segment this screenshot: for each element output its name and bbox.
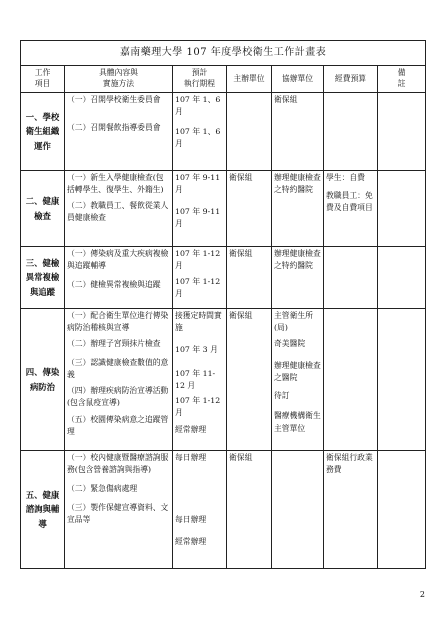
table-row — [21, 451, 426, 569]
schedule-item: 107 年 1-12 月 — [175, 277, 221, 299]
content-item: （二）教職員工、餐飲從業人員健康檢查 — [67, 201, 169, 223]
budget-cell — [324, 247, 378, 309]
header-row — [21, 66, 426, 93]
content-item: （二）召開餐飲指導委員會 — [67, 123, 161, 133]
content-item: （五）校園傳染病意之追蹤管理 — [67, 414, 169, 436]
co-unit-cell — [272, 451, 324, 569]
schedule-item: 每日辦理 — [175, 453, 207, 462]
header-schedule: 預計 執行期程 — [173, 66, 227, 93]
remark-cell — [378, 309, 426, 451]
schedule-cell — [173, 171, 227, 247]
category-cell: 二、健康檢查 — [21, 171, 65, 247]
table-title: 嘉南藥理大學 107 年度學校衛生工作計畫表 — [21, 41, 426, 66]
lead-unit-cell: 衛保組 — [227, 309, 272, 451]
category-cell: 五、健康諮詢與輔導 — [21, 451, 65, 569]
schedule-item: 每日辦理 — [175, 515, 207, 525]
budget-cell — [324, 309, 378, 451]
schedule-item: 經常辦理 — [175, 537, 207, 547]
schedule-item: 107 年 1-12 月 — [175, 396, 221, 418]
content-item: （二）辦理子宮頸抹片檢查 — [67, 339, 161, 349]
content-item: （三）製作保健宣導資料、文宣品等 — [67, 503, 169, 525]
schedule-item: 107 年 9-11 月 — [175, 173, 221, 195]
remark-cell — [378, 451, 426, 569]
schedule-item: 經常辦理 — [175, 424, 207, 434]
header-co-unit: 協辦單位 — [272, 66, 324, 93]
content-item: （三）認識健康檢查數值的意義 — [67, 358, 169, 380]
budget-cell: 衛保組行政業務費 — [324, 451, 378, 569]
content-cell — [65, 93, 173, 171]
category-cell: 一、學校衛生組織運作 — [21, 93, 65, 171]
category-cell: 四、傳染病防治 — [21, 309, 65, 451]
lead-unit-cell: 衛保組 — [227, 171, 272, 247]
schedule-item: 107 年 9-11 月 — [175, 207, 221, 229]
content-cell — [65, 309, 173, 451]
schedule-item: 接獲定時間實施 — [175, 311, 222, 333]
table-row — [21, 247, 426, 309]
table-row — [21, 309, 426, 451]
table-row — [21, 171, 426, 247]
content-cell — [65, 171, 173, 247]
schedule-cell — [173, 93, 227, 171]
schedule-item: 107 年 3 月 — [175, 345, 218, 355]
health-work-plan-table — [20, 40, 426, 569]
category-cell: 三、健檢異常複檢與追蹤 — [21, 247, 65, 309]
budget-cell: 學生：自費 教職員工：免費及自費項目 — [324, 171, 378, 247]
co-unit-cell: 主管衛生所(局) 奇美醫院 辦理健康檢查之醫院 待訂 醫療機構衛生主管單位 — [272, 309, 324, 451]
header-content: 具體內容與 實施方法 — [65, 66, 173, 93]
header-lead-unit: 主辦單位 — [227, 66, 272, 93]
content-item: （二）健檢異常複檢與追蹤 — [67, 280, 161, 290]
content-item: （一）傳染病及重大疾病複檢與追蹤輔導 — [67, 249, 169, 271]
schedule-cell — [173, 309, 227, 451]
content-item: （一）新生入學健康檢查(包括轉學生、復學生、外籍生) — [67, 173, 164, 195]
header-budget: 經費預算 — [324, 66, 378, 93]
lead-unit-cell: 衛保組 — [227, 451, 272, 569]
schedule-item: 107 年 11-12 月 — [175, 369, 216, 391]
content-cell — [65, 451, 173, 569]
schedule-cell — [173, 247, 227, 309]
remark-cell — [378, 247, 426, 309]
content-cell — [65, 247, 173, 309]
lead-unit-cell — [227, 93, 272, 171]
schedule-item: 107 年 1、6 月 — [175, 95, 221, 117]
schedule-item: 107 年 1-12 月 — [175, 249, 221, 271]
content-item: （二）緊急傷病處理 — [67, 484, 138, 494]
header-category: 工作 項目 — [21, 66, 65, 93]
content-item: （一）配合衛生單位進行傳染病防治稽核與宣導 — [67, 311, 169, 333]
content-item: （一）召開學校衛生委員會 — [67, 95, 161, 104]
co-unit-cell: 辦理健康檢查之特約醫院 — [272, 171, 324, 247]
page-number: 2 — [419, 590, 425, 599]
schedule-item: 107 年 1、6 月 — [175, 127, 221, 149]
remark-cell — [378, 171, 426, 247]
table-row — [21, 93, 426, 171]
schedule-cell — [173, 451, 227, 569]
remark-cell — [378, 93, 426, 171]
co-unit-cell: 辦理健康檢查之特約醫院 — [272, 247, 324, 309]
content-item: （一）校內健康暨醫療諮詢服務(包含營養諮詢與指導) — [67, 453, 169, 475]
header-remark: 備 註 — [378, 66, 426, 93]
content-item: （四）辦理疾病防治宣導活動(包含鼠疫宣導) — [67, 386, 169, 408]
co-unit-cell: 衛保組 — [272, 93, 324, 171]
lead-unit-cell: 衛保組 — [227, 247, 272, 309]
budget-cell — [324, 93, 378, 171]
